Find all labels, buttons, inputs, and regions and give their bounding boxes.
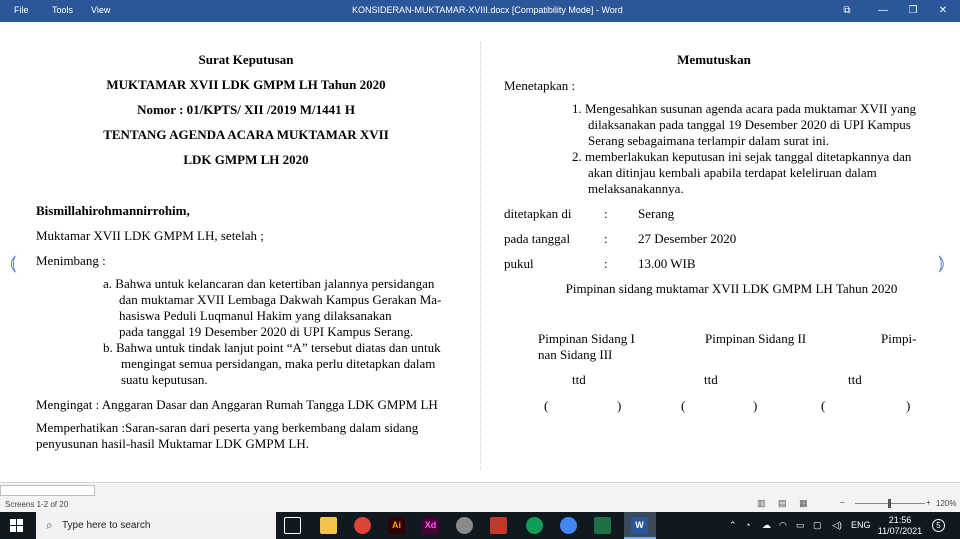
signature-paren-close: ) [617,398,622,413]
decision-item-2-line: 2. memberlakukan keputusan ini sejak tanggal ditetapkannya dan [572,149,912,164]
menetapkan-label: Menetapkan : [504,78,576,93]
display-icon[interactable]: ▢ [813,520,822,530]
screen-count: Screens 1-2 of 20 [5,500,69,509]
signature-paren-close: ) [753,398,758,413]
volume-icon[interactable]: ◁) [832,520,842,530]
search-icon: ⌕ [46,518,53,532]
menu-tools[interactable]: Tools [52,5,74,15]
signature-paren-open: ( [681,398,686,413]
heading-surat-keputusan: Surat Keputusan [198,52,294,67]
memperhatikan [36,420,456,452]
title-bar [0,0,960,22]
web-layout-icon[interactable]: ▦ [799,498,808,508]
signature-paren-open: ( [544,398,549,413]
print-layout-icon[interactable]: ▤ [778,498,787,508]
system-clock[interactable] [876,515,924,537]
excel-icon[interactable] [594,517,611,534]
page-divider [480,42,481,470]
point-a-line: pada tanggal 19 Desember 2020 di UPI Kampus Serang. [119,324,414,339]
pimpinan-title: Pimpinan sidang muktamar XVII LDK GMPM LH Tahun 2020 [565,281,898,296]
menimbang-label: Menimbang : [36,253,106,268]
clock-date: 11/07/2021 [877,526,923,536]
file-explorer-icon[interactable] [320,517,337,534]
signature-label-3-continued: nan Sidang III [538,347,613,362]
decision-item-2-line: melaksanakannya. [588,181,684,196]
ttd-1: ttd [572,372,586,387]
document-title: KONSIDERAN-MUKTAMAR-XVIII.docx [Compatibility Mode] - Word [352,5,623,15]
signature-label-1: Pimpinan Sidang I [538,331,635,346]
decision-item-1 [572,101,924,149]
zoom-slider-thumb[interactable] [888,499,891,508]
view-mode-icons [757,498,808,509]
chevron-up-icon[interactable]: ⌃ [729,520,737,530]
minimize-button[interactable]: — [878,5,888,16]
menu-file[interactable]: File [14,5,29,15]
zoom-level[interactable]: 120% [936,499,957,508]
ttd-3: ttd [848,372,862,387]
detail-value: 13.00 WIB [638,256,696,271]
detail-colon: : [604,256,608,271]
taskbar-search[interactable] [36,512,276,539]
status-bar [0,482,960,512]
zoom-out-button[interactable]: − [840,498,845,507]
detail-label: ditetapkan di [504,206,572,221]
signature-label-2: Pimpinan Sidang II [705,331,807,346]
app-icon[interactable] [490,517,507,534]
detail-value: 27 Desember 2020 [638,231,737,246]
heading-tentang: TENTANG AGENDA ACARA MUKTAMAR XVII [103,127,389,142]
search-placeholder: Type here to search [62,520,151,531]
decision-item-2 [572,149,924,197]
chrome-icon[interactable] [526,517,543,534]
decision-item-2-line: akan ditinjau kembali apabila terdapat keleliruan dalam [588,165,877,180]
page-progress-box [0,485,95,496]
heading-nomor: Nomor : 01/KPTS/ XII /2019 M/1441 H [137,102,355,117]
maximize-button[interactable]: ❐ [908,5,918,16]
heading-memutuskan: Memutuskan [677,52,751,67]
point-b-line: mengingat semua persidangan, maka perlu ditetapkan dalam [121,356,436,371]
network-icon[interactable]: ◔ [745,520,751,530]
signature-paren-close: ) [906,398,911,413]
detail-value: Serang [638,206,675,221]
battery-icon[interactable]: ▭ [796,520,805,530]
detail-label: pada tanggal [504,231,571,246]
intro-text: Muktamar XVII LDK GMPM LH, setelah ; [36,228,264,243]
decision-item-1-line: 1. Mengesahkan susunan agenda acara pada muktamar XVII yang [572,101,917,116]
xd-icon[interactable]: Xd [422,517,439,534]
detail-colon: : [604,231,608,246]
mengingat-text: Mengingat : Anggaran Dasar dan Anggaran Rumah Tangga LDK GMPM LH [36,397,438,412]
greeting: Bismillahirohmannirrohim, [36,203,190,218]
memperhatikan-line: Memperhatikan :Saran-saran dari peserta yang berkembang dalam sidang [36,420,419,435]
point-a [103,276,456,340]
point-b-line: b. Bahwa untuk tindak lanjut point “A” tersebut diatas dan untuk [103,340,441,355]
close-button[interactable]: ✕ [938,5,948,16]
restore-layout-icon[interactable]: ⧉ [843,5,851,16]
taskbar [0,512,960,539]
memperhatikan-line: penyusunan hasil-hasil Muktamar LDK GMPM LH. [36,436,309,451]
next-screen-icon[interactable]: ⦆ [938,250,945,274]
wifi-icon[interactable]: ◠ [779,520,787,530]
language-indicator[interactable]: ENG [851,520,871,530]
detail-label: pukul [504,256,534,271]
illustrator-icon[interactable]: Ai [388,517,405,534]
heading-ldk: LDK GMPM LH 2020 [183,152,309,167]
chrome-icon[interactable] [354,517,371,534]
ttd-2: ttd [704,372,718,387]
windows-start-icon[interactable] [10,519,24,533]
point-b-line: suatu keputusan. [121,372,208,387]
word-icon[interactable]: W [631,517,648,534]
previous-screen-icon[interactable]: ⦅ [10,250,17,274]
point-a-line: dan muktamar XVII Lembaga Dakwah Kampus Gerakan Ma- [119,292,442,307]
menu-view[interactable]: View [91,5,111,15]
decision-item-1-line: dilaksanakan pada tanggal 19 Desember 2020 di UPI Kampus [588,117,911,132]
cloud-icon[interactable]: ☁ [762,520,771,530]
task-view-icon[interactable] [284,517,301,534]
point-b [103,340,456,388]
chrome-icon[interactable] [560,517,577,534]
detail-colon: : [604,206,608,221]
document-area[interactable] [0,22,960,482]
read-mode-icon[interactable]: ▥ [757,498,766,508]
signature-label-3: Pimpi- [881,331,917,346]
decision-item-1-line: Serang sebagaimana terlampir dalam surat ini. [588,133,830,148]
point-a-line: hasiswa Peduli Luqmanul Hakim yang dilaksanakan [119,308,392,323]
zoom-in-button[interactable]: + [926,498,931,507]
notification-badge[interactable]: 5 [932,519,945,532]
signature-paren-open: ( [821,398,826,413]
heading-muktamar: MUKTAMAR XVII LDK GMPM LH Tahun 2020 [106,77,386,92]
app-icon[interactable] [456,517,473,534]
clock-time: 21:56 [888,515,912,525]
point-a-line: a. Bahwa untuk kelancaran dan ketertiban jalannya persidangan [103,276,435,291]
